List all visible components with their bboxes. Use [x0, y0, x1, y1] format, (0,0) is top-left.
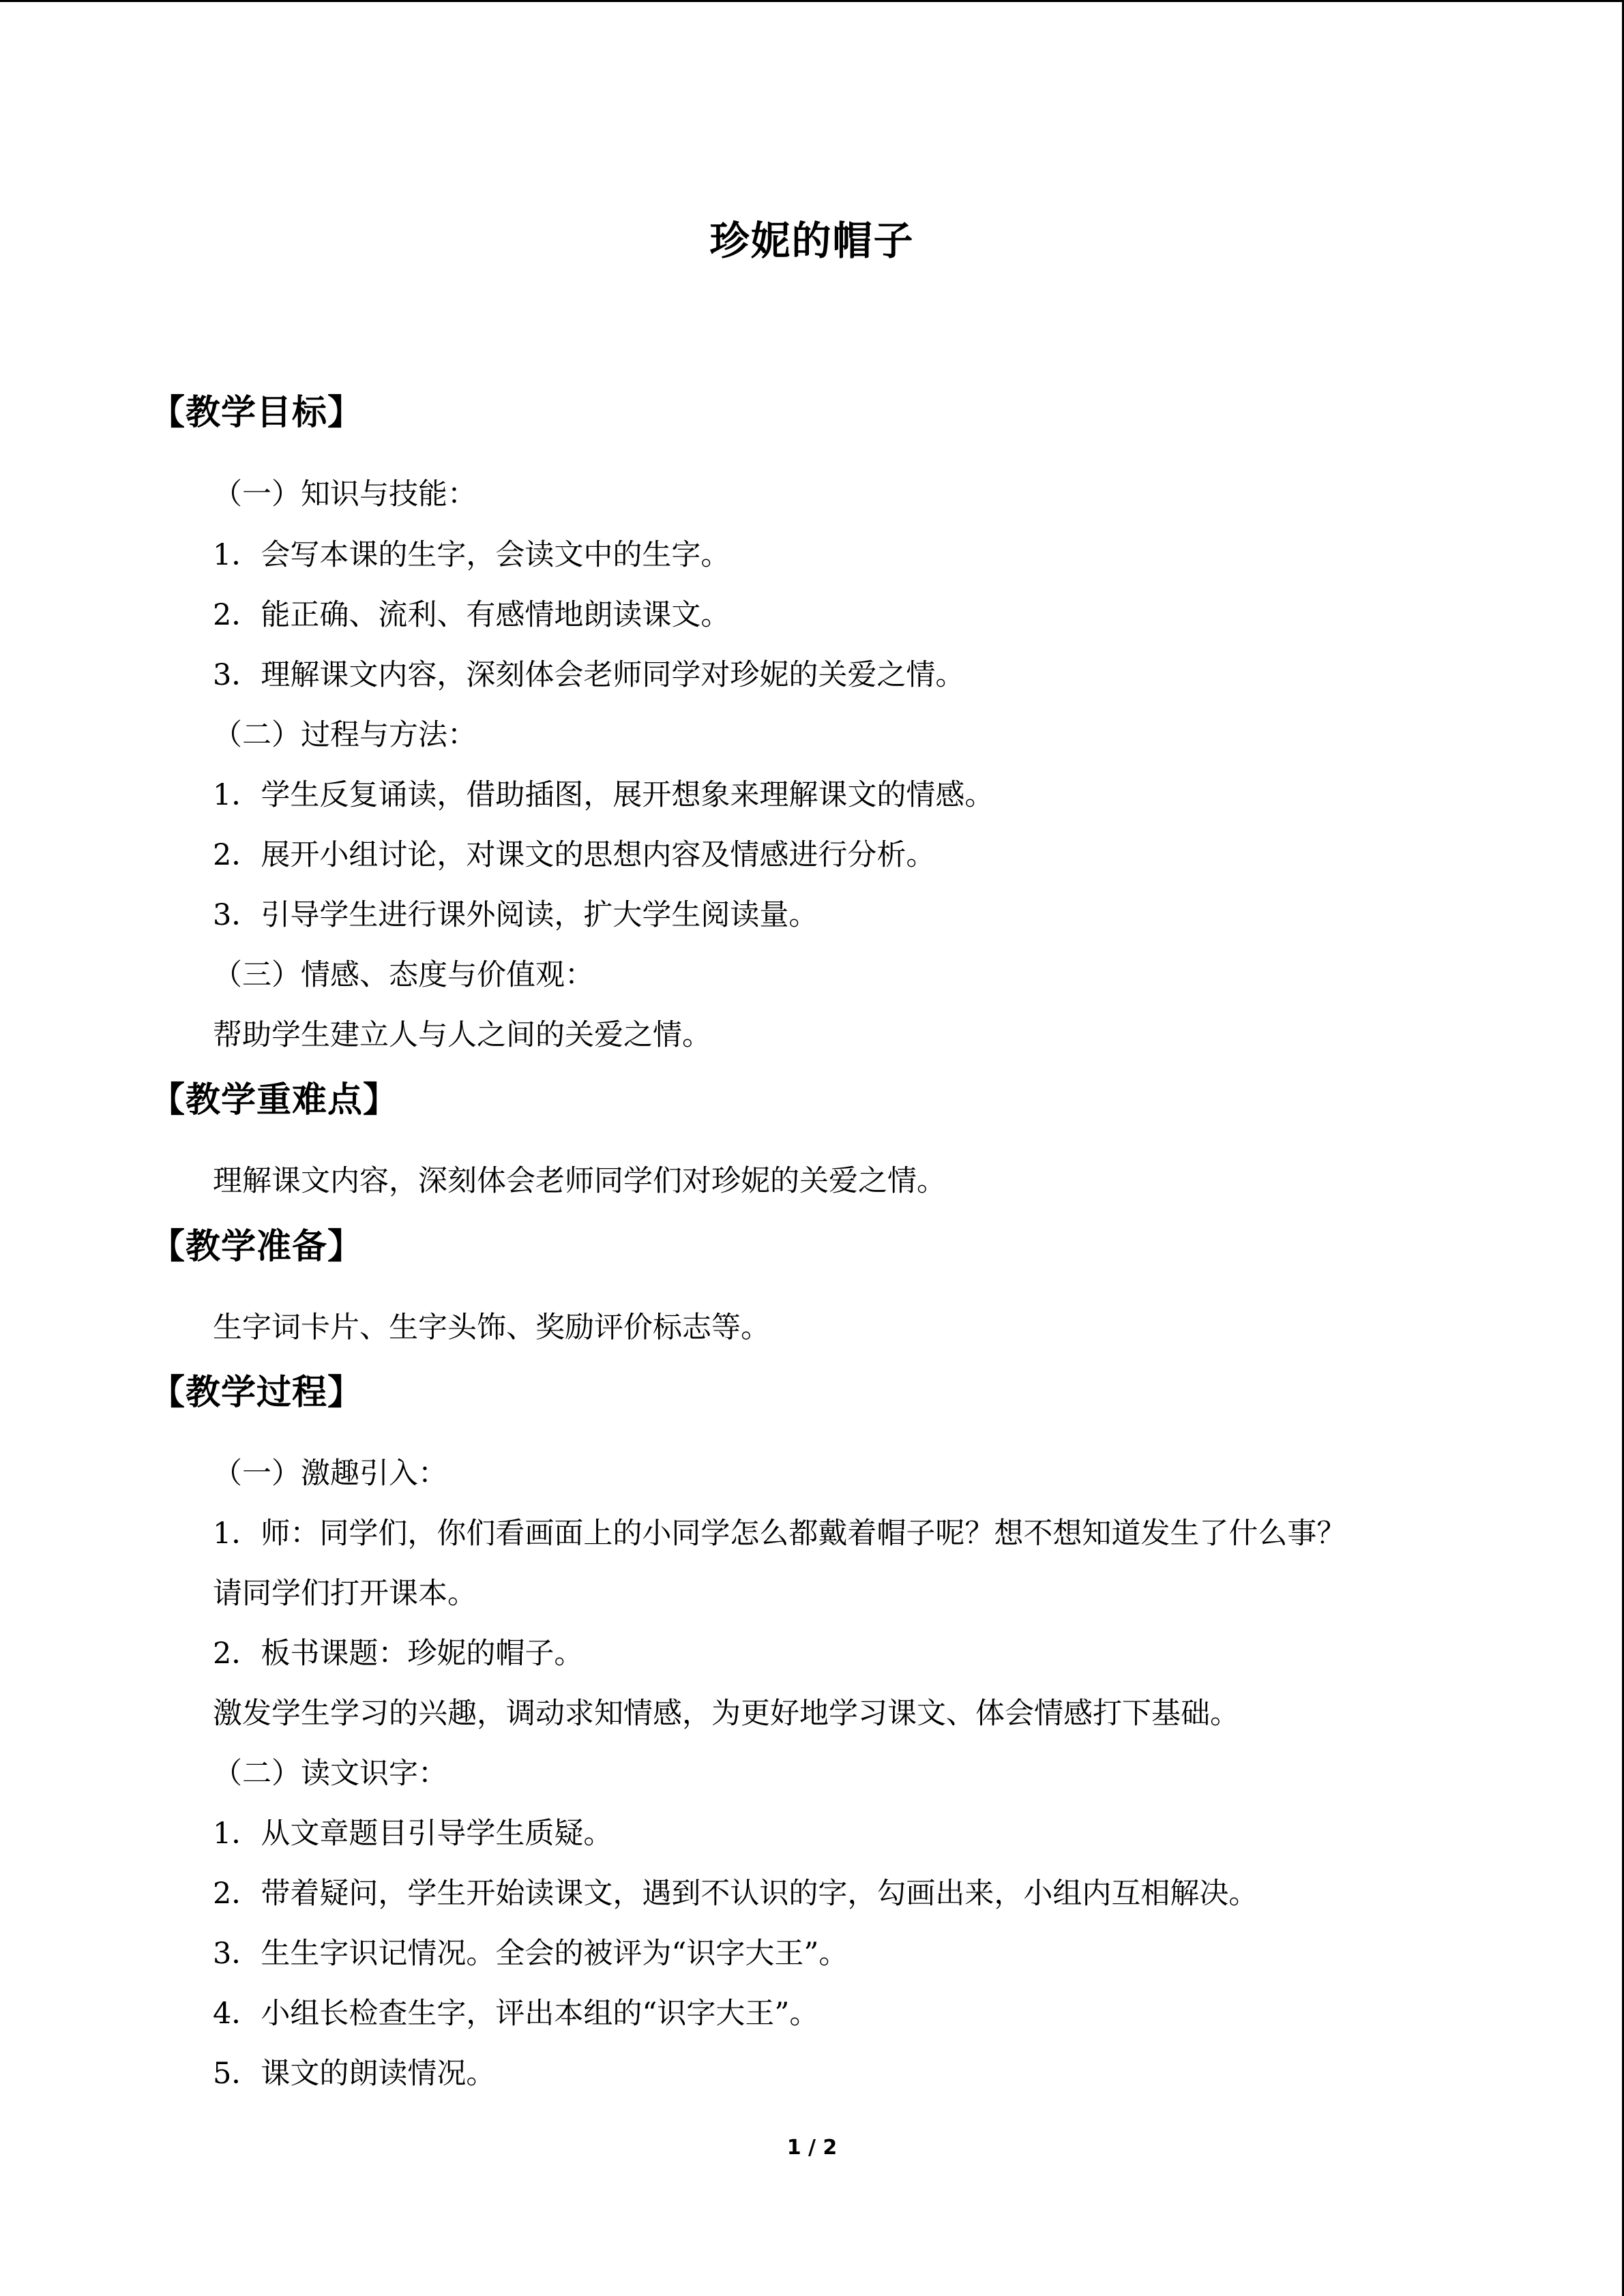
process-line: （一）激趣引入：	[213, 1457, 447, 1491]
section-heading-key-points: 【教学重难点】	[150, 1080, 399, 1120]
objective-line: （一）知识与技能：	[213, 477, 477, 511]
section-heading-process: 【教学过程】	[150, 1373, 364, 1413]
section-heading-objectives: 【教学目标】	[150, 393, 364, 433]
preparation-line: 生字词卡片、生字头饰、奖励评价标志等。	[213, 1311, 770, 1345]
section-heading-preparation: 【教学准备】	[150, 1227, 364, 1267]
key-point-line: 理解课文内容，深刻体会老师同学们对珍妮的关爱之情。	[213, 1164, 946, 1198]
objective-line: 3．理解课文内容，深刻体会老师同学对珍妮的关爱之情。	[213, 658, 965, 692]
objective-line: 1．会写本课的生字，会读文中的生字。	[213, 538, 730, 572]
process-line: 请同学们打开课本。	[213, 1577, 477, 1611]
objective-line: 2．展开小组讨论，对课文的思想内容及情感进行分析。	[213, 838, 936, 872]
process-line: （二）读文识字：	[213, 1757, 447, 1791]
objective-line: 2．能正确、流利、有感情地朗读课文。	[213, 598, 730, 632]
process-line: 5．课文的朗读情况。	[213, 2057, 496, 2091]
objective-line: 3．引导学生进行课外阅读，扩大学生阅读量。	[213, 898, 818, 932]
process-line: 2．带着疑问，学生开始读课文，遇到不认识的字，勾画出来，小组内互相解决。	[213, 1877, 1258, 1911]
objective-line: （三）情感、态度与价值观：	[213, 958, 594, 992]
process-line: 1．从文章题目引导学生质疑。	[213, 1817, 613, 1851]
process-line: 3．生生字识记情况。全会的被评为“识字大王”。	[213, 1937, 848, 1971]
objective-line: 帮助学生建立人与人之间的关爱之情。	[213, 1018, 711, 1052]
page-top-border	[0, 0, 1624, 2]
page-number: 1 / 2	[786, 2136, 838, 2160]
document-title: 珍妮的帽子	[709, 218, 915, 264]
objective-line: 1．学生反复诵读，借助插图，展开想象来理解课文的情感。	[213, 778, 994, 812]
process-line: 激发学生学习的兴趣，调动求知情感，为更好地学习课文、体会情感打下基础。	[213, 1697, 1239, 1731]
process-line: 4．小组长检查生字，评出本组的“识字大王”。	[213, 1997, 819, 2031]
process-line: 1．师：同学们，你们看画面上的小同学怎么都戴着帽子呢？想不想知道发生了什么事？	[213, 1517, 1346, 1551]
process-line: 2．板书课题：珍妮的帽子。	[213, 1637, 584, 1671]
objective-line: （二）过程与方法：	[213, 718, 477, 752]
